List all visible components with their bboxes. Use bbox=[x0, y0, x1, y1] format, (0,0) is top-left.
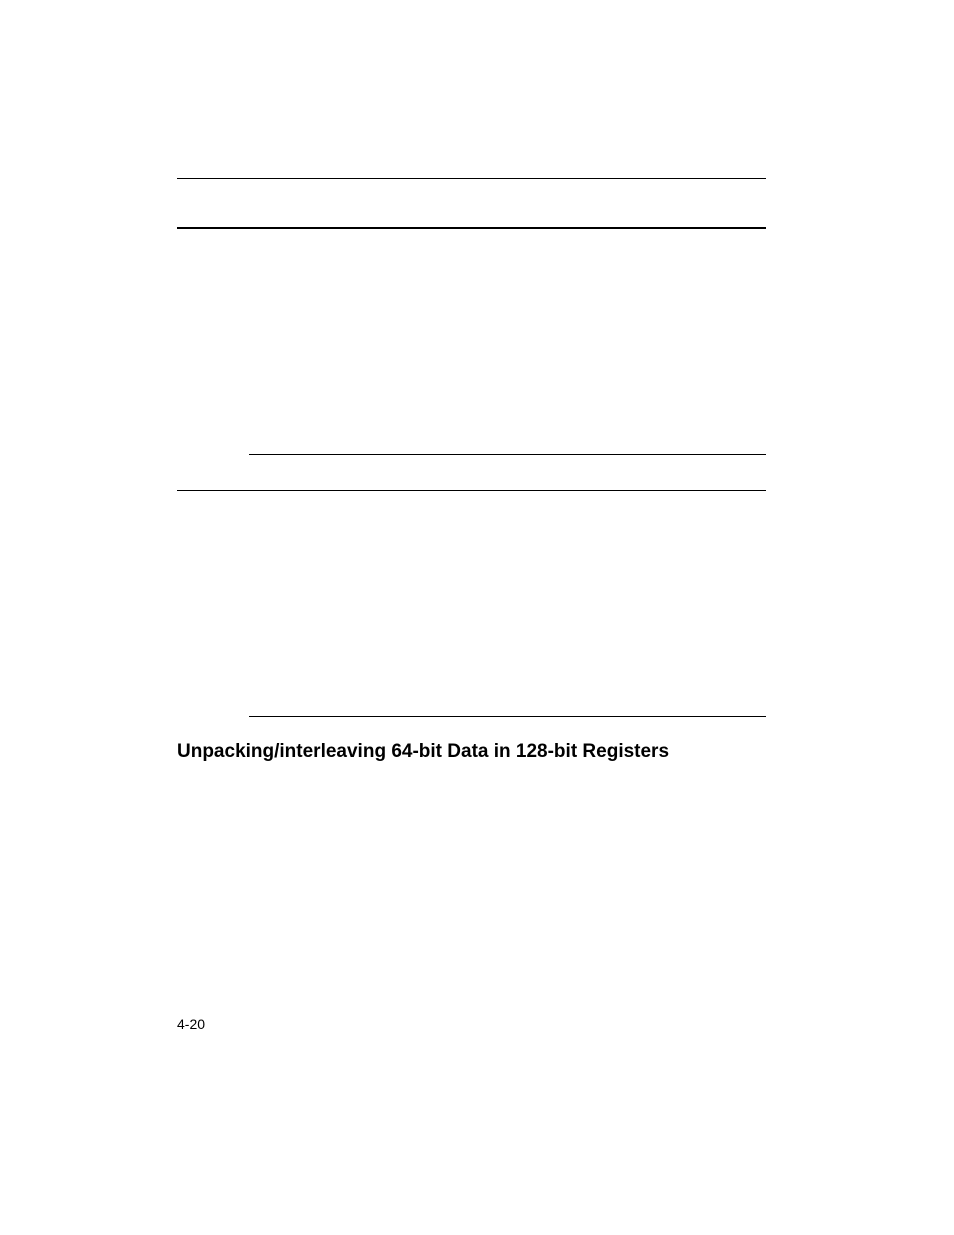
section-heading: Unpacking/interleaving 64-bit Data in 128-bit Registers bbox=[177, 741, 670, 762]
example-bottom-rule-2 bbox=[249, 716, 766, 717]
header-rule-thin bbox=[177, 178, 766, 179]
example-top-rule-2 bbox=[177, 490, 766, 491]
example-bottom-rule-1 bbox=[249, 454, 766, 455]
page-number: 4-20 bbox=[177, 1016, 206, 1032]
header-rule-thick bbox=[177, 227, 766, 229]
